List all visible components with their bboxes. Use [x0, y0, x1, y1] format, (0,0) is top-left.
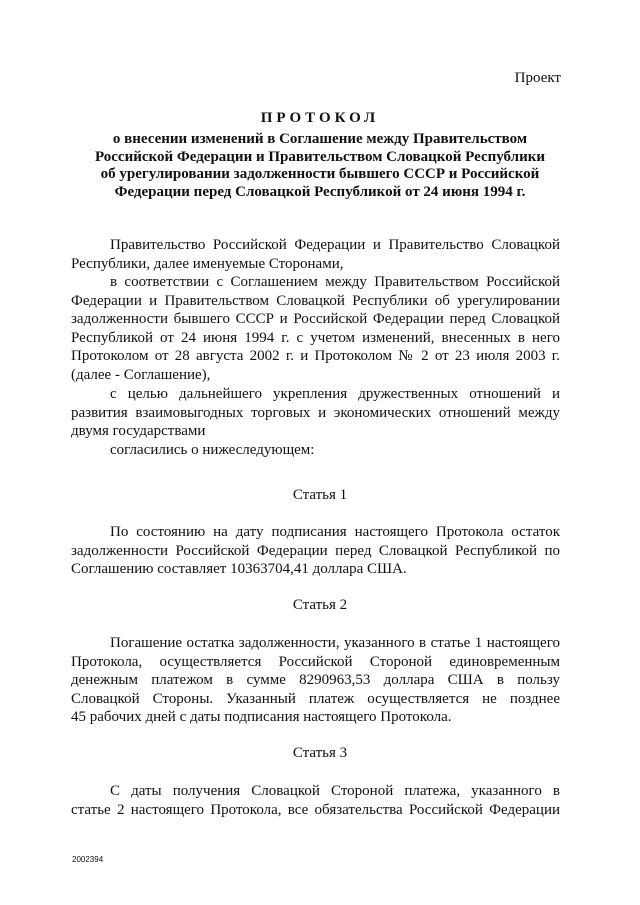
- text-line: в соответствии с Соглашением между Правительством Российской: [110, 274, 560, 290]
- text-line: Словацкой Стороны. Указанный платеж осуществляется не позднее: [71, 690, 560, 707]
- document-code: 2002394: [72, 855, 104, 864]
- text-line: согласились о нижеследующем:: [110, 442, 315, 458]
- text-line: Правительство Российской Федерации и Правительство Словацкой: [110, 237, 560, 253]
- subtitle-line: об урегулировании задолженности бывшего СССР и Российской: [100, 166, 540, 182]
- document-subtitle: [80, 131, 560, 201]
- draft-label: Проект: [514, 70, 561, 86]
- text-line: С даты получения Словацкой Стороной платежа, указанного в: [110, 783, 560, 799]
- document-title: ПРОТОКОЛ: [260, 110, 380, 126]
- text-line: Протоколом от 28 августа 2002 г. и Протоколом № 2 от 23 июля 2003 г.: [71, 348, 560, 365]
- article-3-text: [71, 782, 560, 819]
- article-3-heading: Статья 3: [292, 745, 348, 761]
- text-line: Федерации и Правительством Словацкой Республики об урегулировании: [71, 292, 560, 309]
- article-2-text: [71, 634, 560, 727]
- preamble-paragraph-2: [71, 273, 560, 385]
- article-2-heading: Статья 2: [292, 597, 348, 613]
- text-line: с целью дальнейшего укрепления дружественных отношений и: [110, 386, 560, 402]
- text-line: Погашение остатка задолженности, указанного в статье 1 настоящего: [110, 635, 560, 651]
- subtitle-line: Российской Федерации и Правительством Словацкой Республики: [94, 148, 546, 165]
- text-line: статье 2 настоящего Протокола, все обязательства Российской Федерации: [71, 801, 560, 818]
- article-1-heading: Статья 1: [292, 487, 348, 503]
- text-line: Республикой от 24 июня 1994 г. с учетом изменений, внесенных в него: [71, 329, 560, 346]
- subtitle-line: о внесении изменений в Соглашение между Правительством: [112, 131, 528, 147]
- text-line: задолженности бывшего СССР и Российской Федерации перед Словацкой: [71, 311, 560, 328]
- text-line: развития взаимовыгодных торговых и экономических отношений между: [71, 404, 560, 421]
- text-line: Соглашению составляет 10363704,41 доллара США.: [71, 561, 407, 578]
- preamble-paragraph-1: [71, 236, 560, 273]
- preamble-paragraph-4: [71, 441, 560, 460]
- text-line: По состоянию на дату подписания настоящего Протокола остаток: [110, 524, 560, 540]
- subtitle-line: Федерации перед Словацкой Республикой от 24 июня 1994 г.: [114, 183, 526, 200]
- text-line: Протокола, осуществляется Российской Стороной единовременным: [71, 653, 560, 670]
- text-line: 45 рабочих дней с даты подписания настоящего Протокола.: [71, 709, 452, 726]
- preamble-paragraph-3: [71, 385, 560, 441]
- text-line: денежным платежом в сумме 8290963,53 доллара США в пользу: [71, 672, 560, 689]
- text-line: Республики, далее именуемые Сторонами,: [71, 255, 344, 272]
- text-line: двумя государствами: [71, 423, 206, 440]
- text-line: (далее - Соглашение),: [71, 366, 211, 383]
- text-line: задолженности Российской Федерации перед Словацкой Республикой по: [71, 542, 560, 559]
- article-1-text: [71, 523, 560, 579]
